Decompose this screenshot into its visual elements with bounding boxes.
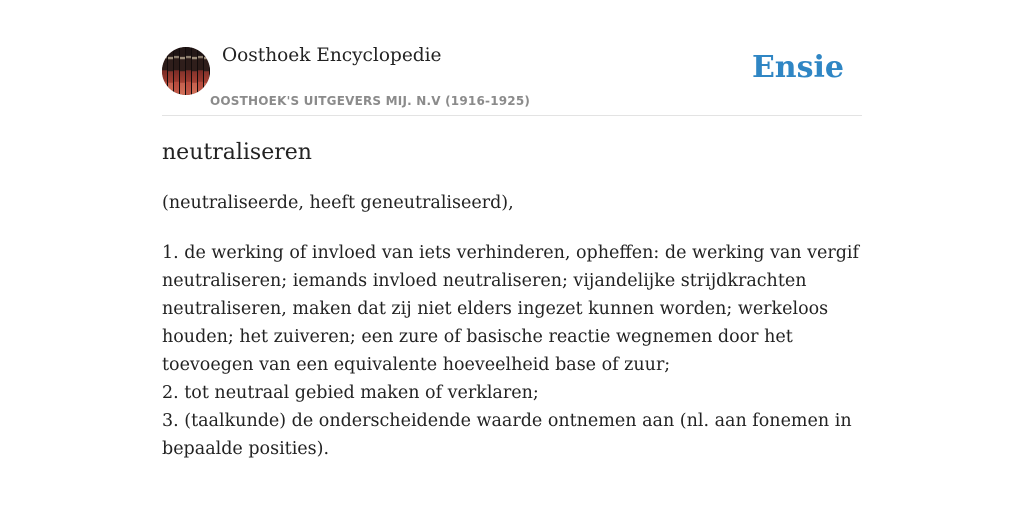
book-spines [162,47,210,95]
site-title[interactable]: Oosthoek Encyclopedie [222,45,442,66]
definition-sense-2: 2. tot neutraal gebied maken of verklaren; [162,383,539,403]
entry-forms: (neutraliseerde, heeft geneutraliseerd), [162,193,514,213]
brand-logo-link[interactable]: Ensie [751,50,844,85]
content-container [162,0,862,459]
site-subtitle: OOSTHOEK'S UITGEVERS MIJ. N.V (1916-1925) [210,94,531,108]
entry-title: neutraliseren [162,140,312,165]
definition-sense-1: 1. de werking of invloed van iets verhinderen, opheffen: de werking van vergif neutraliseren; iemands invloed neutraliseren; vijandelijke strijdkrachten neutraliseren, maken dat zij niet elders ingezet kunnen worden; werkeloos houden; het zuiveren; een zure of basische reactie wegnemen door het toevoegen van een equivalente hoeveelheid base of zuur; [162,243,859,375]
definition-sense-3: 3. (taalkunde) de onderscheidende waarde ontnemen aan (nl. aan fonemen in bepaalde posities). [162,411,852,459]
header [162,0,862,116]
entry-definition [162,239,862,463]
bookshelf-icon[interactable] [162,47,210,95]
